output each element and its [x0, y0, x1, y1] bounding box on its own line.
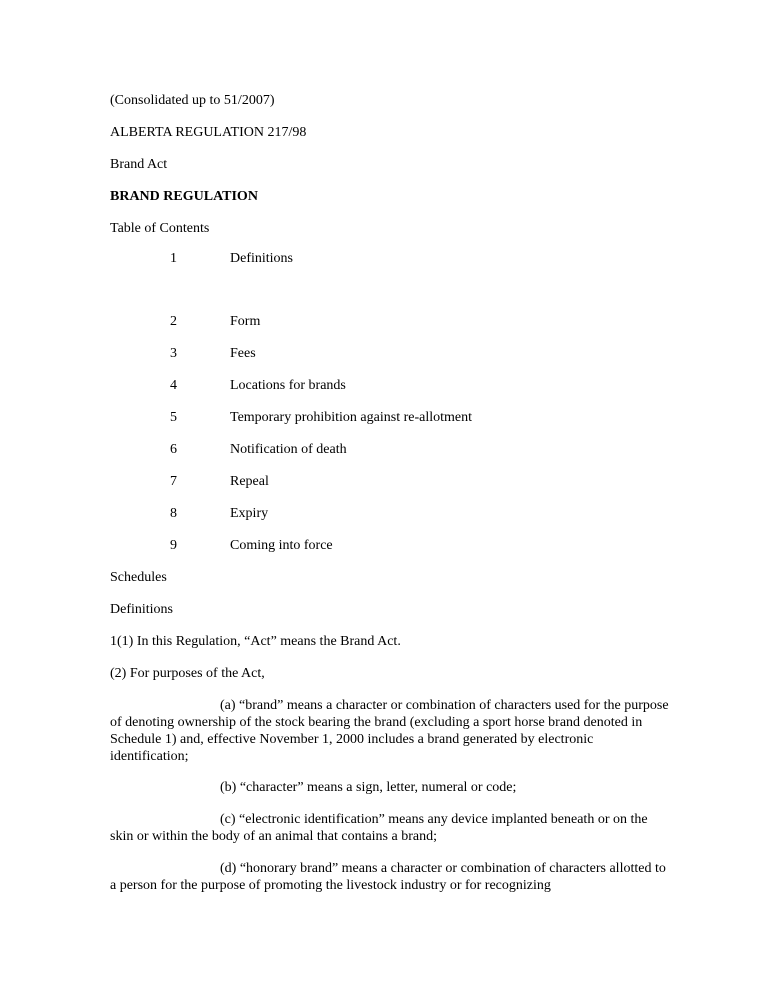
toc-title: Locations for brands	[230, 378, 346, 393]
regulation-number: ALBERTA REGULATION 217/98	[110, 125, 307, 140]
definition-honorary-brand: (d) “honorary brand” means a character or combination of characters allotted to a person for the purpose of promoting the livestock industry or for recognizing	[110, 861, 666, 893]
act-name: Brand Act	[110, 157, 168, 172]
toc-number: 5	[170, 410, 177, 425]
definitions-heading: Definitions	[110, 602, 173, 617]
toc-number: 9	[170, 538, 177, 553]
section-1-2: (2) For purposes of the Act,	[110, 666, 265, 681]
toc-number: 1	[170, 251, 177, 266]
consolidation-note: (Consolidated up to 51/2007)	[110, 93, 275, 108]
toc-title: Temporary prohibition against re‑allotment	[230, 410, 473, 425]
toc-number: 7	[170, 474, 177, 489]
toc-number: 2	[170, 314, 177, 329]
toc-title: Fees	[230, 346, 256, 361]
toc-title: Form	[230, 314, 261, 329]
toc-title: Notification of death	[230, 442, 347, 457]
regulation-title: BRAND REGULATION	[110, 189, 258, 204]
toc-number: 6	[170, 442, 177, 457]
toc-number: 8	[170, 506, 177, 521]
toc-heading: Table of Contents	[110, 221, 210, 236]
toc-title: Repeal	[230, 474, 269, 489]
toc-title: Definitions	[230, 251, 293, 266]
toc-number: 4	[170, 378, 177, 393]
section-1-1: 1(1) In this Regulation, “Act” means the Brand Act.	[110, 634, 401, 649]
definition-brand: (a) “brand” means a character or combination of characters used for the purpose of denoting ownership of the stock bearing the brand (excluding a sport horse brand denoted in Schedule 1) and, effective November 1, 2000 includes a brand generated by electronic identification;	[110, 698, 669, 764]
toc-number: 3	[170, 346, 177, 361]
toc-title: Coming into force	[230, 538, 333, 553]
toc-title: Expiry	[230, 506, 269, 521]
definition-electronic-identification: (c) “electronic identification” means any device implanted beneath or on the skin or within the body of an animal that contains a brand;	[110, 812, 648, 844]
schedules-label: Schedules	[110, 570, 167, 585]
definition-character: (b) “character” means a sign, letter, numeral or code;	[220, 780, 517, 795]
